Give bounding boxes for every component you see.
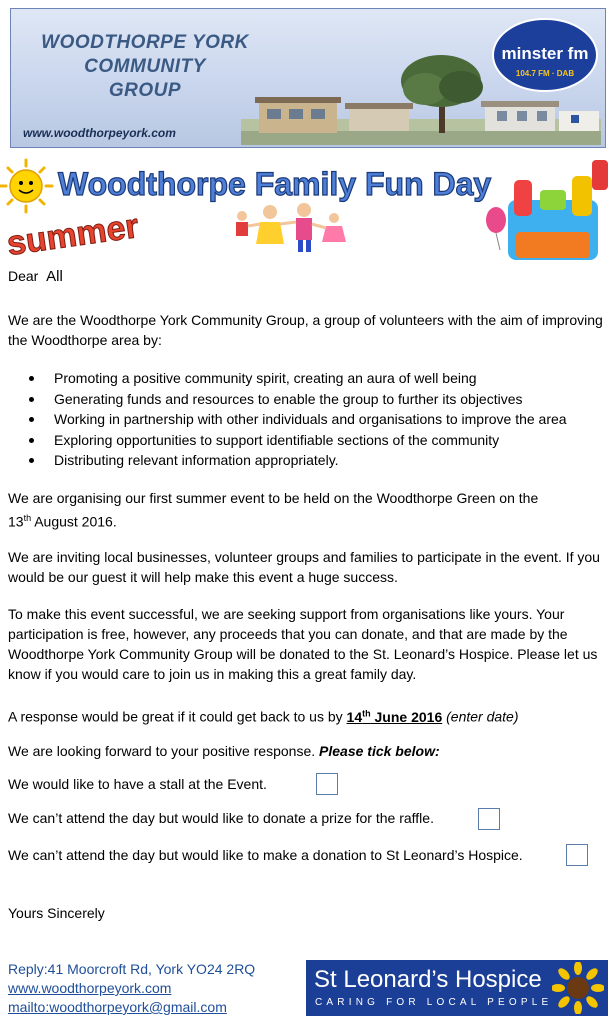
- header-banner: [10, 8, 606, 148]
- list-item-text: Promoting a positive community spirit, creating an aura of well being: [54, 370, 477, 386]
- reply-block: [8, 960, 255, 1017]
- website-link[interactable]: www.woodthorpeyork.com: [8, 980, 172, 996]
- forward-text: We are looking forward to your positive response.: [8, 743, 320, 759]
- option-donation-checkbox[interactable]: [566, 844, 588, 866]
- hospice-name: St Leonard’s Hospice: [314, 966, 542, 993]
- bullet-icon: [29, 417, 34, 422]
- list-item: [26, 389, 611, 410]
- forward-paragraph: [8, 741, 608, 761]
- summer-word: summer: [4, 207, 141, 264]
- event-day: 13: [8, 513, 24, 530]
- response-note: (enter date): [442, 708, 519, 725]
- support-paragraph: To make this event successful, we are seeking support from organisations like yours. Your participation is free, however, any proceeds that you can donate, and that are made by the Woodthorpe York Community Group will be donated to the St. Leonard’s Hospice. Please let us know if you would care to join us in making this a great family day.: [8, 606, 598, 682]
- option-donation-label: We can’t attend the day but would like to make a donation to St Leonard’s Hospice.: [8, 847, 523, 863]
- list-item: [26, 450, 611, 471]
- response-text: A response would be great if it could get back to us by: [8, 708, 347, 725]
- option-raffle-label: We can’t attend the day but would like to donate a prize for the raffle.: [8, 810, 434, 826]
- hospice-logo: [306, 960, 608, 1016]
- aims-list: [26, 368, 611, 471]
- greeting: [8, 268, 63, 285]
- org-website: www.woodthorpeyork.com: [23, 126, 176, 140]
- hospice-tagline: CARING FOR LOCAL PEOPLE: [315, 997, 553, 1008]
- event-text: We are organising our first summer event to be held on the Woodthorpe Green on the: [8, 490, 539, 506]
- event-month-year: August 2016.: [31, 513, 117, 530]
- option-raffle-checkbox[interactable]: [478, 808, 500, 830]
- option-stall-checkbox[interactable]: [316, 773, 338, 795]
- bullet-icon: [29, 438, 34, 443]
- response-month-year: June 2016: [370, 708, 443, 725]
- org-name: [25, 31, 265, 103]
- minster-fm-logo: [491, 15, 599, 95]
- response-day: 14: [346, 708, 363, 725]
- option-stall-label: We would like to have a stall at the Event.: [8, 776, 267, 792]
- bullet-icon: [29, 458, 34, 463]
- list-item-text: Working in partnership with other individuals and organisations to improve the area: [54, 411, 567, 428]
- list-item-text: Generating funds and resources to enable the group to further its objectives: [54, 390, 523, 407]
- fun-day-title-art: [0, 150, 616, 268]
- response-paragraph: [8, 703, 608, 727]
- minster-fm-frequency: 104.7 FM · DAB: [515, 69, 575, 78]
- bullet-icon: [29, 376, 34, 381]
- invite-paragraph: We are inviting local businesses, volunteer groups and families to participate in the event. If you would be our guest it will help make this event a huge success.: [8, 549, 600, 585]
- event-paragraph: [8, 488, 608, 532]
- signoff: Yours Sincerely: [8, 905, 105, 921]
- org-name-line3: GROUP: [108, 80, 182, 101]
- list-item-text: Distributing relevant information appropriately.: [54, 452, 339, 469]
- sunflower-icon: [552, 962, 604, 1014]
- bouncy-castle-icon: [486, 160, 608, 260]
- org-name-line2: COMMUNITY: [84, 56, 206, 77]
- event-day-suffix: th: [23, 513, 32, 523]
- bullet-icon: [29, 397, 34, 402]
- response-day-suffix: th: [362, 708, 371, 718]
- fun-day-title: Woodthorpe Family Fun Day: [58, 166, 492, 202]
- intro-paragraph: We are the Woodthorpe York Community Group, a group of volunteers with the aim of improving the Woodthorpe area by:: [8, 312, 603, 348]
- list-item-text: Exploring opportunities to support identifiable sections of the community: [54, 431, 500, 448]
- list-item: [26, 430, 611, 451]
- list-item: [26, 368, 611, 389]
- family-figures-icon: [236, 203, 346, 252]
- sun-icon: [0, 160, 52, 212]
- list-item: [26, 409, 611, 430]
- org-name-line1: WOODTHORPE YORK: [41, 32, 249, 53]
- recipient-name: All: [46, 268, 63, 285]
- greeting-word: Dear: [8, 268, 39, 284]
- reply-address: Reply:41 Moorcroft Rd, York YO24 2RQ: [8, 961, 256, 977]
- minster-fm-name: minster fm: [501, 44, 589, 63]
- email-link[interactable]: mailto:woodthorpeyork@gmail.com: [8, 999, 227, 1015]
- tick-prompt: Please tick below:: [319, 743, 440, 759]
